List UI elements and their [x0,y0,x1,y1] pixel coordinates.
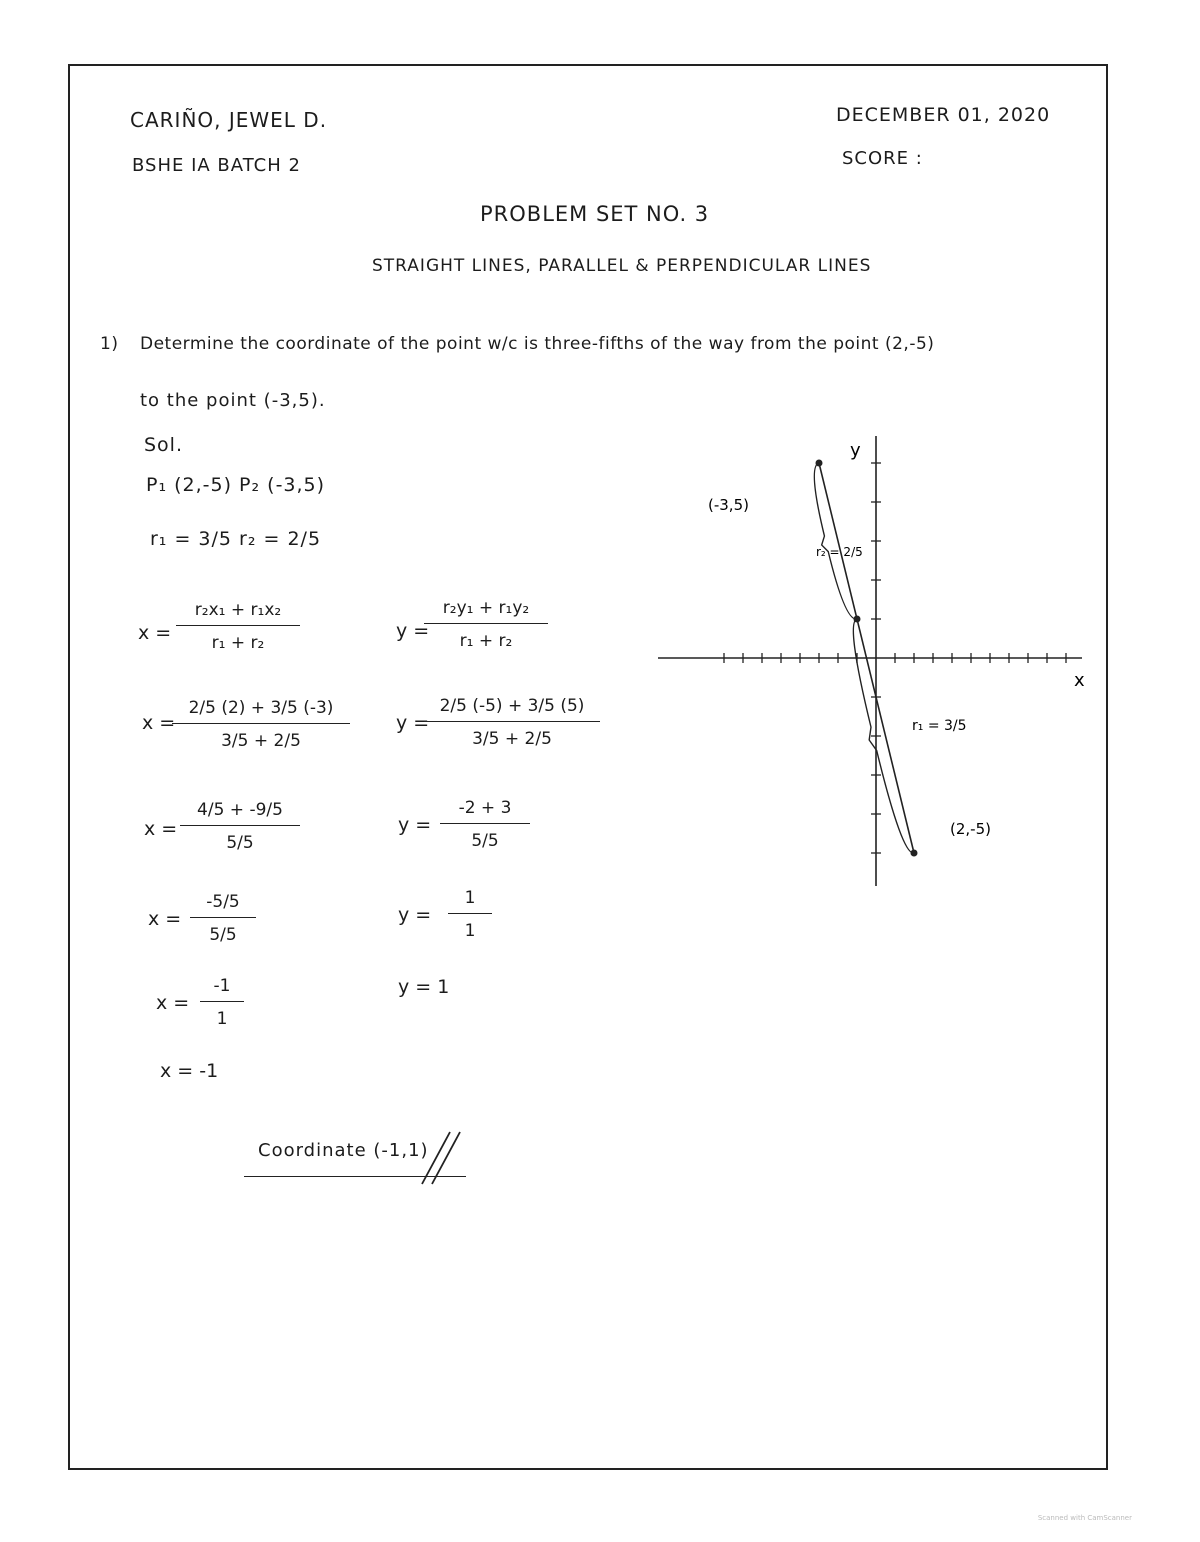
x-step1-numerator: r₂x₁ + r₁x₂ [194,600,282,620]
x-step2-lhs: x = [142,712,176,734]
y-result: y = 1 [398,976,450,998]
y-step2-numerator: 2/5 (-5) + 3/5 (5) [439,696,585,716]
x-step2-fraction [172,698,350,751]
problem-text-line1: Determine the coordinate of the point w/c is three-fifths of the way from the point (2,-5) [140,334,935,354]
fraction-bar [176,625,300,626]
x-result: x = -1 [160,1060,219,1082]
point-result [854,616,861,623]
student-section: BSHE IA BATCH 2 [132,155,301,176]
fraction-bar [180,825,300,826]
date: DECEMBER 01, 2020 [836,104,1051,126]
x-axis-label: x [1074,670,1085,691]
x-step1-lhs: x = [138,622,172,644]
scanner-footer: Scanned with CamScanner [1037,1514,1132,1522]
fraction-bar [200,1001,244,1002]
y-axis-label: y [850,440,861,461]
r2-label: r₂ = 2/5 [816,545,863,559]
fraction-bar [190,917,256,918]
point-p2 [816,460,823,467]
x-step5-numerator: -1 [213,976,231,996]
x-step1-denominator: r₁ + r₂ [211,633,265,653]
y-step3-fraction [440,798,530,851]
score-label: SCORE : [842,148,923,169]
fraction-bar [424,623,548,624]
x-step5-fraction [200,976,244,1029]
r1-label: r₁ = 3/5 [912,718,967,734]
fraction-bar [424,721,600,722]
answer-check-marks [412,1128,462,1188]
fraction-bar [440,823,530,824]
point-p1 [911,850,918,857]
given-ratios: r₁ = 3/5 r₂ = 2/5 [150,528,322,550]
y-step2-fraction [424,696,600,749]
x-step5-denominator: 1 [216,1009,228,1029]
page-subtitle: STRAIGHT LINES, PARALLEL & PERPENDICULAR LINES [372,256,872,276]
x-step4-numerator: -5/5 [206,892,240,912]
x-step3-numerator: 4/5 + -9/5 [197,800,283,820]
y-step3-denominator: 5/5 [471,831,499,851]
solution-label: Sol. [144,434,184,456]
x-step5-lhs: x = [156,992,190,1014]
coordinate-graph [650,428,1100,898]
x-step4-lhs: x = [148,908,182,930]
x-step2-numerator: 2/5 (2) + 3/5 (-3) [188,698,334,718]
x-step3-fraction [180,800,300,853]
final-answer: Coordinate (-1,1) [258,1140,429,1161]
problem-number: 1) [100,334,119,354]
given-points: P₁ (2,-5) P₂ (-3,5) [146,474,326,496]
student-name: CARIÑO, JEWEL D. [130,108,328,132]
y-step1-denominator: r₁ + r₂ [459,631,513,651]
p1-label: (2,-5) [950,820,991,838]
y-step2-denominator: 3/5 + 2/5 [472,729,552,749]
x-step3-lhs: x = [144,818,178,840]
x-step2-denominator: 3/5 + 2/5 [221,731,301,751]
x-step4-fraction [190,892,256,945]
x-step3-denominator: 5/5 [226,833,254,853]
p2-label: (-3,5) [708,496,749,514]
x-step4-denominator: 5/5 [209,925,237,945]
fraction-bar [448,913,492,914]
x-step1-fraction [176,600,300,653]
y-step4-fraction [448,888,492,941]
y-step3-lhs: y = [398,814,432,836]
problem-text-line2: to the point (-3,5). [140,390,326,411]
fraction-bar [172,723,350,724]
page-title: PROBLEM SET NO. 3 [480,202,710,226]
y-step4-numerator: 1 [464,888,476,908]
y-step2-lhs: y = [396,712,430,734]
y-step1-numerator: r₂y₁ + r₁y₂ [442,598,530,618]
y-step4-lhs: y = [398,904,432,926]
y-step4-denominator: 1 [464,921,476,941]
y-step3-numerator: -2 + 3 [458,798,512,818]
y-step1-fraction [424,598,548,651]
y-step1-lhs: y = [396,620,430,642]
